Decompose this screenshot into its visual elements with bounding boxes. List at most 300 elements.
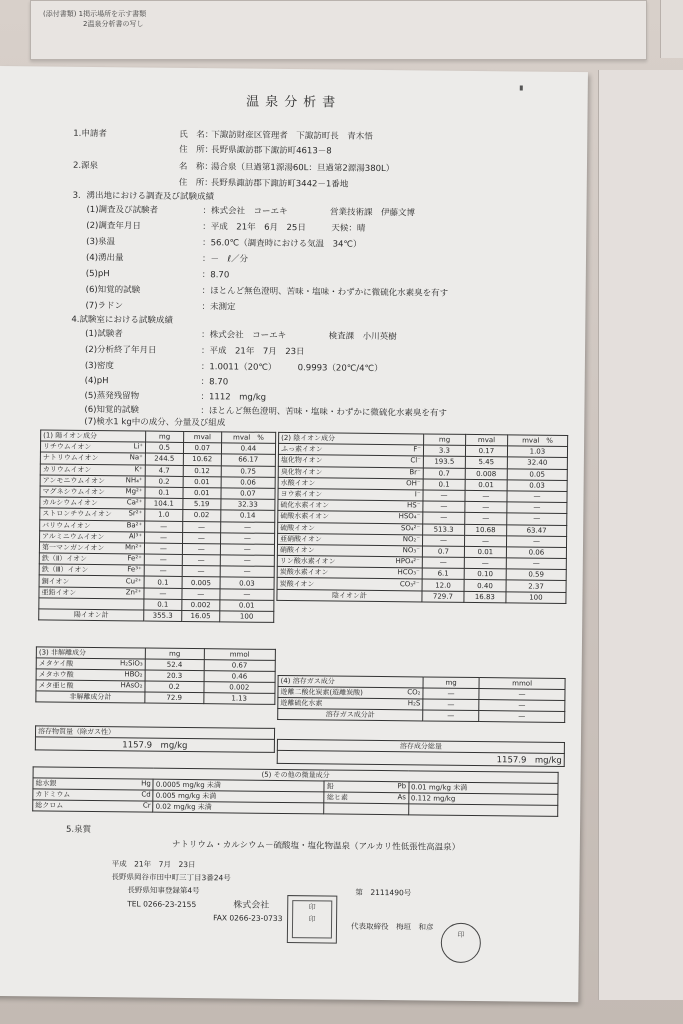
- applicant-name-key: 氏 名：: [179, 129, 214, 141]
- cation-total-pct: 100: [219, 611, 273, 623]
- s4-row-3-key: (3)密度: [84, 360, 114, 372]
- anion-mg: —: [422, 557, 464, 569]
- anion-mg: 513.3: [423, 523, 465, 535]
- cation-symbol: Mg²⁺: [125, 487, 143, 496]
- section-5-label: 5.泉質: [65, 824, 92, 835]
- anion-mg: —: [423, 501, 465, 513]
- trace-symbol: Pb: [397, 782, 407, 791]
- cation-mval: 0.07: [183, 443, 221, 455]
- anion-pct: 0.03: [507, 480, 567, 492]
- dissolved-value: 1157.9 mg/kg: [35, 737, 274, 753]
- cation-col-mval: mval: [183, 431, 221, 443]
- cation-total-mval: 16.05: [182, 610, 220, 622]
- cation-mg: —: [145, 532, 183, 544]
- cation-mg: 0.2: [145, 476, 183, 488]
- cation-pct: 0.01: [220, 600, 274, 612]
- cell: [36, 680, 145, 692]
- nondiss-total-mmol: 1.13: [203, 693, 274, 705]
- anion-symbol: Cl⁻: [410, 456, 421, 465]
- cell: [40, 486, 145, 498]
- s3-row-6-value: ：ほとんど無色澄明、苦味・塩味・わずかに微硫化水素臭を有す: [201, 286, 449, 299]
- anion-header: (2) 陰イオン成分: [279, 432, 424, 445]
- cation-symbol: Fe²⁺: [127, 554, 142, 563]
- trace-symbol: Cd: [141, 790, 151, 799]
- cation-pct: —: [220, 566, 274, 578]
- trace-components-table: [32, 766, 558, 817]
- registration-number: 第 2111490号: [355, 887, 412, 898]
- anion-symbol: SO₄²⁻: [400, 523, 421, 533]
- nondiss-mmol: 0.67: [204, 660, 275, 672]
- anion-symbol: OH⁻: [406, 479, 421, 488]
- nondiss-mmol: 0.46: [204, 671, 275, 683]
- anion-mval: 0.01: [465, 479, 507, 491]
- anion-pct: —: [507, 502, 567, 514]
- anion-mg: 0.7: [423, 468, 465, 480]
- s4-row-1-value: ：株式会社 コーエキ 検査課 小川英樹: [201, 330, 397, 343]
- table-row: [39, 609, 274, 623]
- cation-name: ナトリウムイオン: [42, 453, 99, 463]
- s4-row-5-value: ：1112 mg/kg: [200, 392, 267, 403]
- s3-row-1-value: ：株式会社 コーエキ 営業技術課 伊藤文博: [202, 206, 416, 219]
- cell: [40, 441, 145, 453]
- nondiss-symbol: HAsO₂: [120, 681, 143, 690]
- cell: [36, 669, 145, 681]
- anion-pct: 0.05: [507, 468, 567, 480]
- anion-col-mg: mg: [424, 434, 466, 446]
- cell: [40, 497, 145, 509]
- analysis-document: [0, 66, 588, 1002]
- anion-pct: 63.47: [507, 524, 567, 536]
- source-address: 長野県諏訪郡下諏訪町3442－1番地: [210, 178, 349, 190]
- anion-mval: 0.10: [464, 569, 506, 581]
- cell: [39, 542, 144, 554]
- gas-symbol: CO₂: [407, 688, 421, 697]
- nondiss-total-mg: 72.9: [145, 692, 204, 704]
- spring-quality: ナトリウム・カルシウム－硫酸塩・塩化物温泉（アルカリ性低張性高温泉）: [171, 839, 461, 853]
- cation-pct: —: [220, 588, 274, 600]
- nondiss-mg: 0.2: [145, 681, 204, 693]
- anion-name: 臭化物イオン: [280, 467, 323, 477]
- cation-mg: 0.1: [145, 487, 183, 499]
- gas-total-mg: —: [423, 710, 479, 722]
- anion-total-pct: 100: [506, 591, 566, 603]
- cation-mval: —: [182, 566, 220, 578]
- anion-pct: 0.06: [506, 547, 566, 559]
- anion-name: 炭酸イオン: [279, 579, 315, 588]
- cation-pct: —: [220, 544, 274, 556]
- dissolved-substance-table: [35, 725, 275, 753]
- cation-mg: 0.1: [144, 599, 182, 611]
- anion-total-mg: 729.7: [422, 591, 464, 603]
- representative: 代表取締役 梅垣 和彦: [350, 921, 434, 932]
- source-address-key: 住 所：: [178, 177, 213, 189]
- nondiss-col-mmol: mmol: [204, 649, 275, 661]
- cation-name: 銅イオン: [41, 576, 70, 586]
- anion-pct: —: [506, 558, 566, 570]
- anion-mval: —: [464, 535, 506, 547]
- anion-symbol: HPO₄²⁻: [395, 557, 420, 566]
- company-fax: FAX 0266-23-0733: [213, 913, 283, 924]
- cation-name: マグネシウムイオン: [42, 487, 106, 497]
- table-row: [277, 589, 566, 603]
- gas-name: 遊離二酸化炭素(遊離炭酸): [280, 687, 363, 697]
- table-row: [36, 691, 275, 705]
- total-sum-label: 溶存成分総量: [277, 739, 564, 753]
- cation-mval: —: [182, 554, 220, 566]
- applicant-address: 長野県諏訪郡下諏訪町4613－8: [211, 145, 332, 157]
- anion-name: 硝酸イオン: [279, 545, 315, 555]
- anion-pct: 2.37: [506, 580, 566, 592]
- gas-name: 遊離硫化水素: [280, 698, 323, 708]
- trace-name: 鉛: [326, 782, 334, 791]
- anion-pct: 1.03: [507, 446, 567, 458]
- cation-mval: 0.12: [183, 465, 221, 477]
- table-row: [277, 750, 564, 766]
- cation-pct: 0.14: [220, 510, 274, 522]
- cation-symbol: Fe³⁺: [127, 565, 142, 574]
- attachment-line-2: 2温泉分析書の写し: [83, 20, 144, 28]
- cation-symbol: Mn²⁺: [124, 543, 143, 552]
- anion-symbol: NO₂⁻: [402, 535, 421, 544]
- anion-name: 水酸イオン: [280, 478, 316, 488]
- cation-symbol: Zn²⁺: [125, 588, 142, 597]
- s4-row-6-key: (6)知覚的試験: [84, 404, 139, 416]
- s3-row-7-value: ：未測定: [201, 302, 236, 313]
- cation-pct: 66.17: [221, 454, 275, 466]
- trace-value: 0.02 mg/kg 未満: [153, 801, 324, 814]
- cation-mval: 0.02: [183, 510, 221, 522]
- nondiss-symbol: H₂SiO₃: [119, 659, 143, 668]
- anion-mg: 3.3: [423, 445, 465, 457]
- anion-mval: 0.008: [465, 468, 507, 480]
- s3-row-3-key: (3)泉温: [86, 236, 116, 248]
- trace-value: 0.01 mg/kg 未満: [409, 782, 559, 795]
- gas-mmol: —: [479, 689, 565, 701]
- cation-name: 第一マンガンイオン: [41, 543, 105, 553]
- cell: [40, 475, 145, 487]
- cation-mg: 4.7: [145, 465, 183, 477]
- anion-pct: —: [507, 513, 567, 525]
- cation-pct: 32.33: [221, 499, 275, 511]
- cation-mval: 0.01: [183, 476, 221, 488]
- seal-glyph: 印: [457, 930, 465, 939]
- s3-row-7-key: (7)ラドン: [85, 300, 124, 312]
- cell: [39, 575, 144, 587]
- anion-pct: —: [506, 536, 566, 548]
- cell: [278, 522, 423, 535]
- dissolved-label: 溶存物質量（除ガス性）: [35, 726, 274, 740]
- cation-pct: 0.03: [220, 577, 274, 589]
- s4-row-5-key: (5)蒸発残留物: [84, 390, 140, 402]
- cell: [324, 792, 408, 804]
- cation-pct: 0.07: [221, 488, 275, 500]
- cation-mval: —: [182, 543, 220, 555]
- cell: [40, 508, 145, 520]
- anion-symbol: HCO₃⁻: [397, 568, 420, 577]
- gas-mg: —: [423, 699, 479, 711]
- anion-mval: 0.40: [464, 580, 506, 592]
- dissolved-gas-table: [277, 675, 565, 723]
- anion-symbol: F⁻: [413, 445, 422, 454]
- trace-name: 総ヒ素: [326, 793, 348, 802]
- anion-name: ヨウ素イオン: [280, 489, 323, 499]
- trace-header: (5) その他の微量成分: [33, 767, 558, 783]
- cation-symbol: Ca²⁺: [126, 498, 143, 507]
- s3-row-4-key: (4)湧出量: [85, 252, 124, 264]
- cell: [278, 533, 423, 546]
- cation-mg: —: [144, 588, 182, 600]
- s3-row-2-value: ：平成 21年 6月 25日 天候：晴: [202, 222, 366, 234]
- s4-row-7-key: (7)検水1 kg中の成分、分量及び組成: [84, 416, 226, 429]
- cation-pct: 0.44: [221, 443, 275, 455]
- gas-mmol: —: [479, 700, 565, 712]
- cation-symbol: NH₄⁺: [125, 476, 143, 485]
- anion-name: 硫酸水素イオン: [280, 512, 330, 521]
- anion-name: リン酸水素イオン: [279, 557, 336, 566]
- cell: [278, 500, 423, 513]
- section-3-label: 3．湧出地における調査及び試験成績: [72, 190, 215, 203]
- nondiss-symbol: HBO₂: [124, 670, 143, 679]
- section-1-label: 1.申請者: [73, 128, 107, 140]
- anion-mg: 193.5: [423, 456, 465, 468]
- cell: [40, 519, 145, 531]
- cation-table: [38, 429, 276, 623]
- source-name: 湯合泉（旦過第1源湯60L：旦過第2源湯380L）: [210, 162, 395, 175]
- table-row: [278, 708, 565, 722]
- s4-row-4-value: ：8.70: [200, 377, 229, 388]
- trace-name: 総クロム: [35, 801, 64, 810]
- cation-mval: 0.01: [183, 487, 221, 499]
- cation-mval: —: [182, 588, 220, 600]
- source-name-key: 名 称：: [178, 161, 214, 173]
- cation-mg: 0.5: [145, 442, 183, 454]
- anion-mval: 0.17: [465, 446, 507, 458]
- anion-mval: —: [465, 502, 507, 514]
- cell: [278, 455, 423, 468]
- trace-value: 0.005 mg/kg 未満: [153, 790, 324, 803]
- cell: [33, 800, 153, 812]
- applicant-address-key: 住 所：: [179, 144, 214, 156]
- s3-row-1-key: (1)調査及び試験者: [86, 204, 159, 216]
- cation-mval: 0.002: [182, 599, 220, 611]
- cell: [277, 555, 422, 568]
- cell: [324, 781, 408, 793]
- cation-mg: —: [144, 543, 182, 555]
- document-title: 温泉分析書: [246, 94, 342, 111]
- trace-symbol: As: [397, 793, 406, 802]
- gas-total-mmol: —: [479, 711, 565, 723]
- cation-col-mg: mg: [146, 431, 184, 443]
- anion-mg: 0.7: [422, 546, 464, 558]
- trace-value: 0.0005 mg/kg 未満: [153, 779, 324, 792]
- cell: [40, 531, 145, 543]
- attachment-line-1: (添付書類) 1掲示場所を示す書類: [43, 10, 147, 18]
- anion-mg: 12.0: [422, 579, 464, 591]
- attachment-note: [43, 9, 146, 29]
- cell: [40, 464, 145, 476]
- cell: [39, 564, 144, 576]
- cell: [39, 587, 144, 599]
- cell: [324, 803, 408, 815]
- anion-mg: 6.1: [422, 568, 464, 580]
- issue-date: 平成 21年 7月 23日: [111, 859, 196, 870]
- representative-seal: [441, 923, 481, 963]
- anion-name: 炭酸水素イオン: [279, 568, 329, 577]
- gas-col-mg: mg: [423, 677, 479, 689]
- trace-name: カドミウム: [35, 790, 71, 799]
- gas-total-label: 溶存ガス成分計: [278, 708, 423, 721]
- cation-pct: 0.75: [221, 465, 275, 477]
- s3-row-6-key: (6)知覚的試験: [85, 284, 141, 296]
- section-4-label: 4.試験室における試験成績: [71, 314, 174, 326]
- nondiss-col-mg: mg: [145, 648, 204, 660]
- nondiss-name: メタケイ酸: [38, 659, 74, 668]
- anion-name: 硫化水素イオン: [280, 501, 330, 510]
- cation-mval: 10.62: [183, 454, 221, 466]
- gas-col-mmol: mmol: [479, 678, 565, 690]
- cation-symbol: Li⁺: [133, 442, 144, 451]
- nondiss-total-label: 非解離成分計: [36, 691, 145, 703]
- total-sum-value: 1157.9 mg/kg: [277, 750, 564, 766]
- anion-name: 塩化物イオン: [280, 456, 323, 465]
- s3-row-4-value: ：－ ℓ／分: [201, 254, 249, 265]
- anion-col-pct: mval %: [507, 435, 567, 447]
- anion-total-mval: 16.83: [464, 591, 506, 603]
- cation-pct: 0.06: [221, 477, 275, 489]
- anion-mg: —: [423, 490, 465, 502]
- cation-symbol: Ba²⁺: [126, 520, 143, 530]
- s4-row-4-key: (4)pH: [84, 375, 109, 387]
- nondiss-mg: 20.3: [145, 670, 204, 682]
- s4-row-6-value: ：ほとんど無色澄明、苦味・塩味・わずかに微硫化水素臭を有す: [200, 406, 447, 419]
- cation-symbol: Sr²⁺: [128, 509, 143, 518]
- trace-symbol: Cr: [142, 801, 151, 810]
- cation-symbol: Cu²⁺: [125, 576, 142, 586]
- cation-name: 鉄（Ⅱ）イオン: [41, 554, 88, 564]
- anion-mg: —: [423, 512, 465, 524]
- anion-symbol: I⁻: [414, 490, 421, 499]
- cell: [278, 686, 423, 699]
- s3-row-5-key: (5)pH: [85, 268, 110, 280]
- trace-value: 0.112 mg/kg: [408, 793, 558, 806]
- anion-symbol: HS⁻: [406, 501, 421, 510]
- applicant-name: 下諏訪財産区管理者 下諏訪町長 青木悟: [211, 130, 373, 142]
- cation-pct: —: [220, 533, 274, 545]
- anion-symbol: Br⁻: [409, 467, 421, 477]
- cation-name: カルシウムイオン: [42, 498, 98, 508]
- anion-mval: —: [465, 513, 507, 525]
- cation-symbol: K⁺: [134, 465, 143, 474]
- cation-name: ストロンチウムイオン: [42, 509, 112, 519]
- cell: [278, 466, 423, 479]
- cation-mg: —: [144, 565, 182, 577]
- nondiss-mmol: 0.002: [204, 682, 275, 694]
- top-attached-sheet: [30, 0, 647, 60]
- cation-total-label: 陽イオン計: [39, 609, 144, 621]
- anion-mval: 0.01: [464, 546, 506, 558]
- gas-mg: —: [423, 688, 479, 700]
- cation-mg: 0.1: [144, 576, 182, 588]
- cation-total-mg: 355.3: [144, 610, 182, 622]
- anion-pct: 0.59: [506, 569, 566, 581]
- cell: [278, 697, 423, 710]
- nondiss-name: メタホウ酸: [38, 670, 74, 679]
- cation-mval: —: [183, 521, 221, 533]
- anion-mval: —: [465, 490, 507, 502]
- nondiss-mg: 52.4: [145, 659, 204, 671]
- registration-note: 長野県知事登録第4号: [127, 885, 200, 896]
- cation-name: 亜鉛イオン: [41, 588, 77, 597]
- cation-col-pct: mval %: [221, 432, 275, 444]
- anion-pct: 32.40: [507, 457, 567, 469]
- company-address: 長野県岡谷市田中町三丁目3番24号: [111, 872, 231, 883]
- anion-pct: —: [507, 491, 567, 503]
- cation-name: アンモニウムイオン: [42, 476, 106, 485]
- gas-header: (4) 溶存ガス成分: [278, 675, 423, 688]
- cation-mg: —: [145, 521, 183, 533]
- company-label: 株式会社: [233, 900, 270, 911]
- seal-glyph: 印 印: [292, 900, 332, 938]
- trace-symbol: Hg: [141, 779, 151, 788]
- anion-mg: —: [422, 535, 464, 547]
- cation-name: アルミニウムイオン: [42, 532, 105, 541]
- anion-mval: 5.45: [465, 457, 507, 469]
- s3-row-3-value: ：56.0℃（調査時における気温 34℃）: [202, 238, 362, 250]
- cation-mval: 5.19: [183, 499, 221, 511]
- trace-name: 総水銀: [35, 779, 57, 788]
- anion-symbol: CO₃²⁻: [399, 579, 420, 588]
- s4-row-2-key: (2)分析終了年月日: [84, 344, 157, 356]
- top-right-sheet: [660, 0, 683, 58]
- cation-symbol: Na⁺: [129, 453, 143, 462]
- cell: [277, 567, 422, 580]
- cation-name: カリウムイオン: [42, 465, 92, 474]
- anion-mval: 10.68: [465, 524, 507, 536]
- cation-symbol: Al³⁺: [128, 532, 143, 541]
- s4-row-3-value: ：1.0011（20℃） 0.9993（20℃/4℃）: [200, 362, 383, 375]
- cell: [36, 658, 145, 670]
- gas-symbol: H₂S: [407, 699, 421, 708]
- company-tel: TEL 0266-23-2155: [127, 899, 197, 910]
- right-adjacent-sheet: [598, 70, 683, 1000]
- cation-mval: —: [182, 532, 220, 544]
- total-content-table: [277, 739, 565, 767]
- cell: [278, 488, 423, 501]
- cation-name: 鉄（Ⅲ）イオン: [41, 565, 89, 575]
- anion-total-label: 陰イオン計: [277, 589, 422, 602]
- company-seal: [287, 895, 337, 944]
- cation-name: リチウムイオン: [42, 442, 92, 452]
- cell: [278, 477, 423, 490]
- anion-symbol: HSO₄⁻: [398, 512, 421, 521]
- anion-mg: 0.1: [423, 479, 465, 491]
- trace-value: [408, 804, 558, 817]
- anion-name: 亜硝酸イオン: [280, 534, 322, 544]
- anion-symbol: NO₃⁻: [402, 546, 420, 555]
- nondiss-header: (3) 非解離成分: [36, 647, 145, 659]
- cell: [277, 544, 422, 557]
- anion-col-mval: mval: [466, 434, 508, 446]
- s4-row-2-value: ：平成 21年 7月 23日: [200, 346, 305, 358]
- cation-mg: 1.0: [145, 509, 183, 521]
- cation-name: バリウムイオン: [42, 521, 91, 530]
- anion-table: [276, 432, 568, 604]
- anion-name: ふっ素イオン: [280, 445, 323, 454]
- anion-name: 硫酸イオン: [280, 523, 316, 532]
- cell: [33, 789, 153, 801]
- cation-pct: —: [220, 555, 274, 567]
- anion-mval: —: [464, 557, 506, 569]
